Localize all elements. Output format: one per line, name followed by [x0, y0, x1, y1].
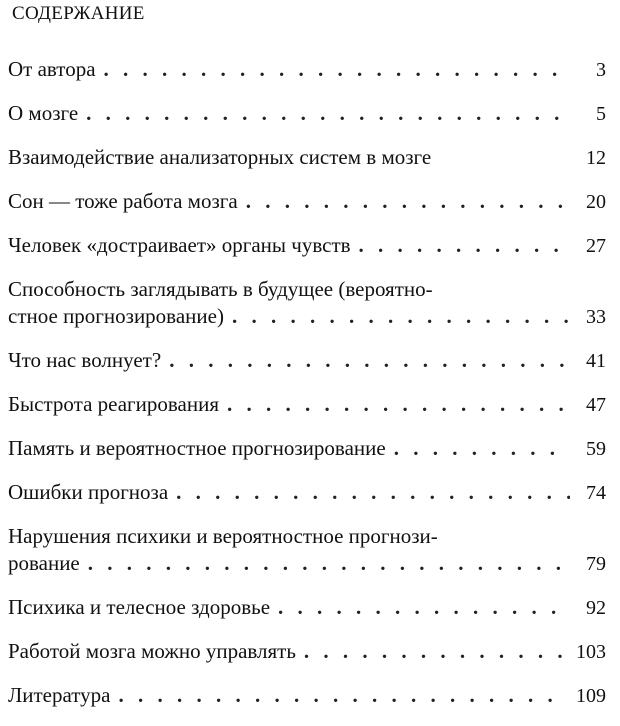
toc-entry[interactable]	[8, 347, 606, 375]
toc-entry-page: 20	[586, 191, 606, 213]
toc-entry-page: 79	[586, 553, 606, 575]
toc-entry[interactable]	[8, 391, 606, 419]
toc-entry-title: Работой мозга можно управлять	[8, 639, 296, 663]
toc-entry[interactable]	[8, 638, 606, 666]
toc-entry-page: 103	[576, 641, 606, 663]
toc-entry-title: Быстрота реагирования	[8, 392, 219, 416]
toc-entry-title: О мозге	[8, 101, 79, 125]
toc-entry-page: 12	[586, 147, 606, 169]
contents-heading: СОДЕРЖАНИЕ	[12, 3, 145, 24]
dot-leader	[394, 435, 570, 462]
toc-entry-page: 5	[596, 103, 606, 125]
dot-leader	[169, 347, 570, 374]
toc-entry-page: 27	[586, 235, 606, 257]
toc-entry-page: 59	[586, 438, 606, 460]
toc-entry-title: Психика и телесное здоровье	[8, 595, 271, 619]
toc-entry[interactable]	[8, 435, 606, 463]
toc-entry-page: 92	[586, 597, 606, 619]
dot-leader	[104, 56, 570, 83]
toc-entry-title: Литература	[8, 683, 111, 707]
toc-entry-page: 74	[586, 482, 606, 504]
toc-entry[interactable]	[8, 144, 606, 172]
toc-entry-page: 33	[586, 306, 606, 328]
toc-entry-title: рование	[8, 551, 80, 575]
toc-entry-page: 41	[586, 350, 606, 372]
dot-leader	[176, 479, 570, 506]
toc-entry[interactable]	[8, 188, 606, 216]
toc-entry[interactable]	[8, 232, 606, 260]
toc-entry-title: Сон — тоже работа мозга	[8, 189, 238, 213]
toc-entry-title: Человек «достраивает» органы чувств	[8, 233, 351, 257]
table-of-contents	[8, 56, 606, 726]
toc-entry[interactable]	[8, 276, 606, 331]
dot-leader	[304, 638, 566, 665]
toc-entry-title: От автора	[8, 57, 96, 81]
toc-entry-title: Память и вероятностное прогнозирование	[8, 436, 386, 460]
toc-entry-title: Ошибки прогноза	[8, 480, 169, 504]
toc-entry-page: 47	[586, 394, 606, 416]
toc-entry-title-line1: Способность заглядывать в будущее (вероятно-	[8, 277, 433, 301]
toc-entry-title: Взаимодействие анализаторных систем в мозге	[8, 145, 432, 169]
toc-entry-title-line1: Нарушения психики и вероятностное прогнози-	[8, 524, 438, 548]
toc-entry[interactable]	[8, 523, 606, 578]
dot-leader	[86, 100, 570, 127]
toc-entry[interactable]	[8, 682, 606, 710]
dot-leader	[227, 391, 570, 418]
toc-entry[interactable]	[8, 479, 606, 507]
dot-leader	[88, 550, 570, 577]
toc-entry-title: стное прогнозирование)	[8, 304, 224, 328]
toc-entry-page: 109	[576, 685, 606, 707]
toc-entry[interactable]	[8, 594, 606, 622]
toc-entry-title: Что нас волнует?	[8, 348, 162, 372]
toc-entry-page: 3	[596, 59, 606, 81]
dot-leader	[278, 594, 570, 621]
dot-leader	[232, 303, 570, 330]
dot-leader	[118, 682, 566, 709]
toc-entry[interactable]	[8, 56, 606, 84]
dot-leader	[246, 188, 570, 215]
toc-entry[interactable]	[8, 100, 606, 128]
dot-leader	[359, 232, 570, 259]
